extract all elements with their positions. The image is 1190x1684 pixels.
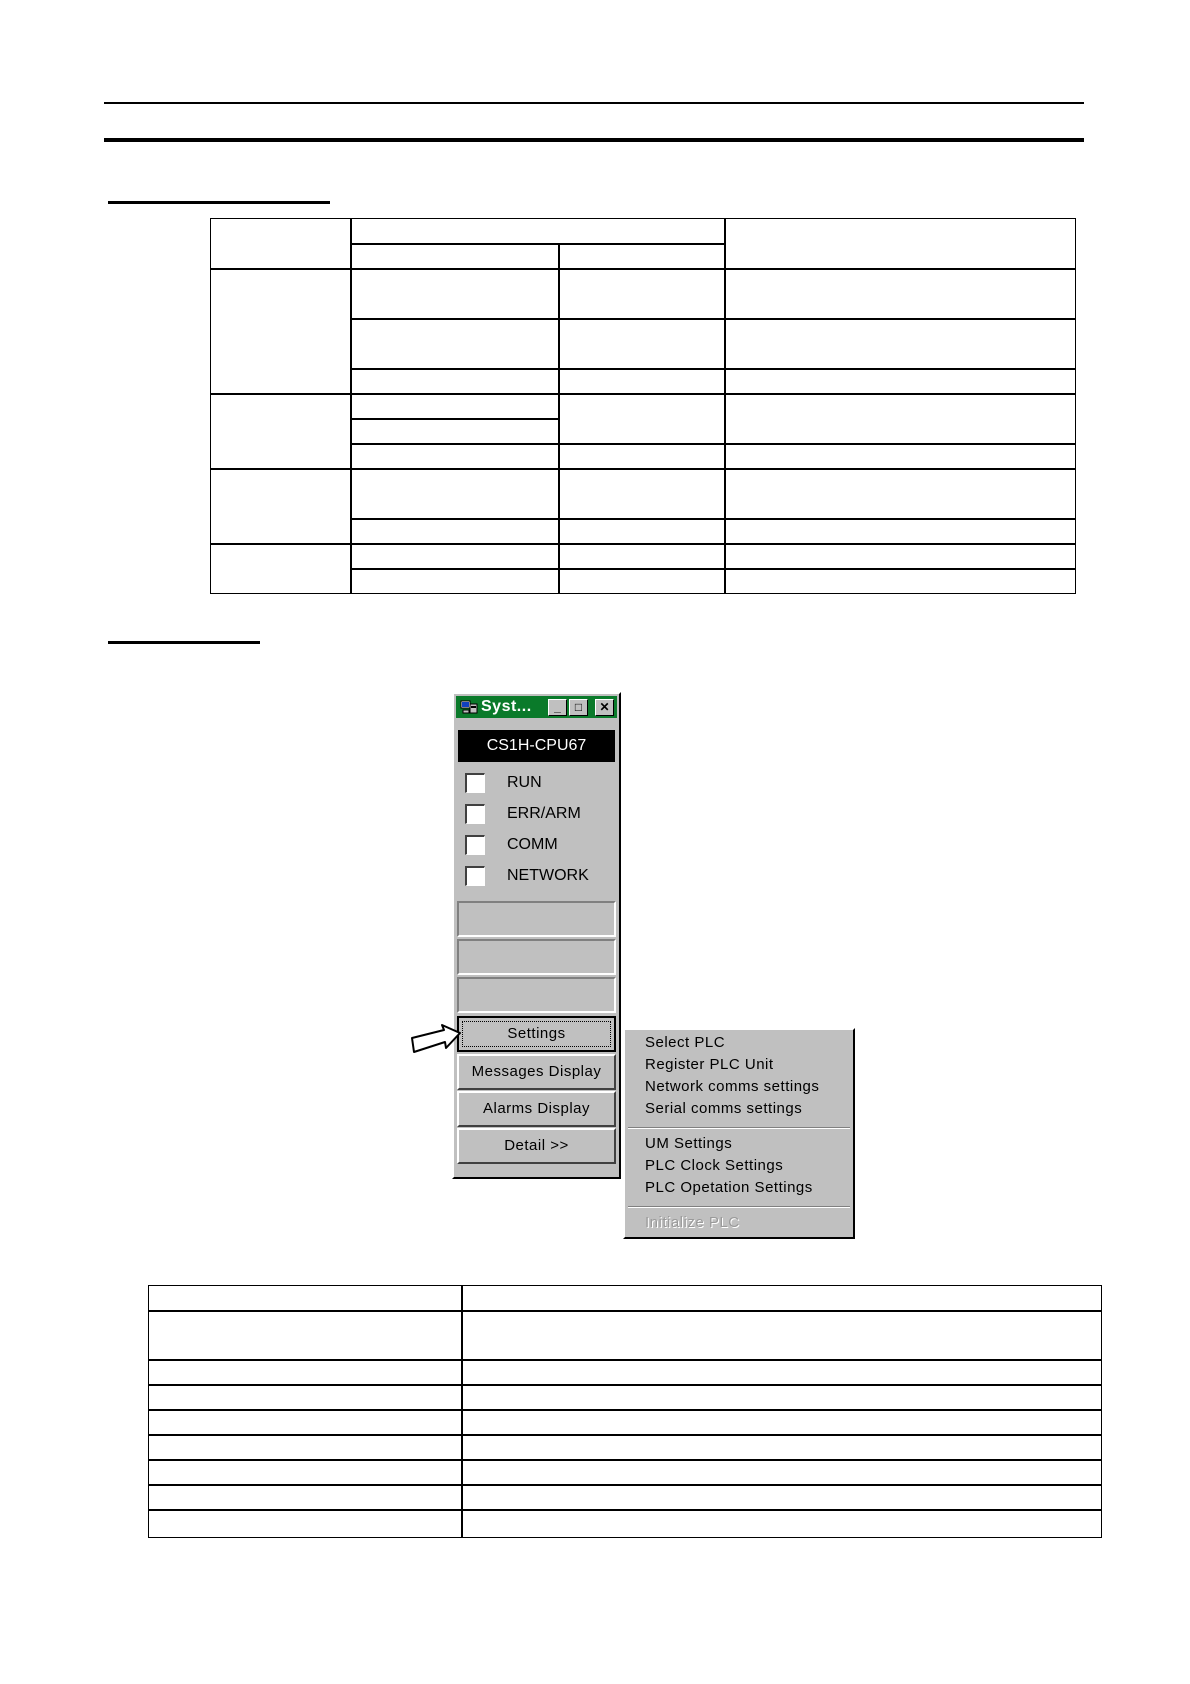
- messages-display-button[interactable]: Messages Display: [457, 1054, 616, 1090]
- indicator-comm: [462, 832, 612, 860]
- tbl1-vline-2: [558, 244, 560, 594]
- top-table: [210, 218, 1076, 594]
- menu-separator: [628, 1206, 850, 1208]
- minimize-icon: _: [554, 700, 561, 714]
- tbl1-hline-d: [350, 368, 1076, 370]
- indicator-label: NETWORK: [507, 867, 589, 884]
- bottom-table: [148, 1285, 1102, 1538]
- tbl1-hline-j: [210, 543, 1076, 545]
- pointer-arrow-icon: [410, 1024, 462, 1058]
- tbl2-vline: [461, 1286, 463, 1537]
- plc-model-display: CS1H-CPU67: [458, 730, 615, 762]
- indicator-label: COMM: [507, 836, 558, 853]
- menu-item-um-settings[interactable]: UM Settings: [645, 1135, 733, 1152]
- menu-item-plc-operation-settings[interactable]: PLC Opetation Settings: [645, 1179, 813, 1196]
- menu-item-register-plc-unit[interactable]: Register PLC Unit: [645, 1056, 774, 1073]
- close-button[interactable]: [595, 699, 614, 716]
- tbl2-hline: [149, 1310, 1101, 1312]
- tbl1-hline-g: [350, 443, 1076, 445]
- maximize-icon: □: [574, 700, 583, 714]
- header-rule-thin: [104, 102, 1084, 104]
- indicator-err-arm: [462, 801, 612, 829]
- settings-menu[interactable]: [623, 1028, 855, 1239]
- menu-item-select-plc[interactable]: Select PLC: [645, 1034, 726, 1051]
- indicator-label: RUN: [507, 774, 542, 791]
- tbl2-hline: [149, 1409, 1101, 1411]
- tbl2-hline: [149, 1484, 1101, 1486]
- tbl1-hline-b: [210, 268, 1076, 270]
- network-led-icon: [465, 866, 485, 886]
- status-panel-1: [457, 901, 616, 937]
- app-icon: [460, 699, 478, 715]
- indicator-run: [462, 770, 612, 798]
- menu-separator: [628, 1127, 850, 1129]
- tbl1-hline-a: [350, 243, 724, 245]
- tbl2-hline: [149, 1384, 1101, 1386]
- indicator-network: [462, 863, 612, 891]
- system-status-window[interactable]: [452, 692, 621, 1179]
- indicator-label: ERR/ARM: [507, 805, 581, 822]
- status-panel-2: [457, 939, 616, 975]
- maximize-button[interactable]: [569, 699, 588, 716]
- comm-led-icon: [465, 835, 485, 855]
- menu-item-initialize-plc: Initialize PLC: [645, 1214, 740, 1231]
- menu-item-network-comms-settings[interactable]: Network comms settings: [645, 1078, 820, 1095]
- tbl1-vline-3: [724, 218, 726, 594]
- run-led-icon: [465, 773, 485, 793]
- window-title: Syst...: [481, 698, 532, 715]
- top-table-outline: [210, 218, 1076, 594]
- section-heading-underline-2: [108, 641, 260, 644]
- tbl1-hline-f: [350, 418, 558, 420]
- title-bar[interactable]: [456, 696, 617, 718]
- menu-item-serial-comms-settings[interactable]: Serial comms settings: [645, 1100, 803, 1117]
- tbl2-hline: [149, 1359, 1101, 1361]
- tbl2-hline: [149, 1459, 1101, 1461]
- tbl1-hline-i: [350, 518, 1076, 520]
- status-panel-3: [457, 977, 616, 1013]
- tbl1-hline-e: [210, 393, 1076, 395]
- minimize-button[interactable]: [548, 699, 567, 716]
- tbl1-hline-c: [350, 318, 1076, 320]
- tbl2-hline: [149, 1509, 1101, 1511]
- alarms-display-button[interactable]: Alarms Display: [457, 1091, 616, 1127]
- detail-button[interactable]: Detail >>: [457, 1128, 616, 1164]
- settings-button[interactable]: Settings: [457, 1016, 616, 1052]
- header-rule-thick: [104, 138, 1084, 142]
- tbl1-hline-k: [350, 568, 1076, 570]
- err-led-icon: [465, 804, 485, 824]
- close-icon: ✕: [599, 700, 610, 714]
- menu-item-plc-clock-settings[interactable]: PLC Clock Settings: [645, 1157, 784, 1174]
- tbl1-vline-1: [350, 218, 352, 594]
- section-heading-underline-1: [108, 201, 330, 204]
- tbl1-hline-h: [210, 468, 1076, 470]
- tbl2-hline: [149, 1434, 1101, 1436]
